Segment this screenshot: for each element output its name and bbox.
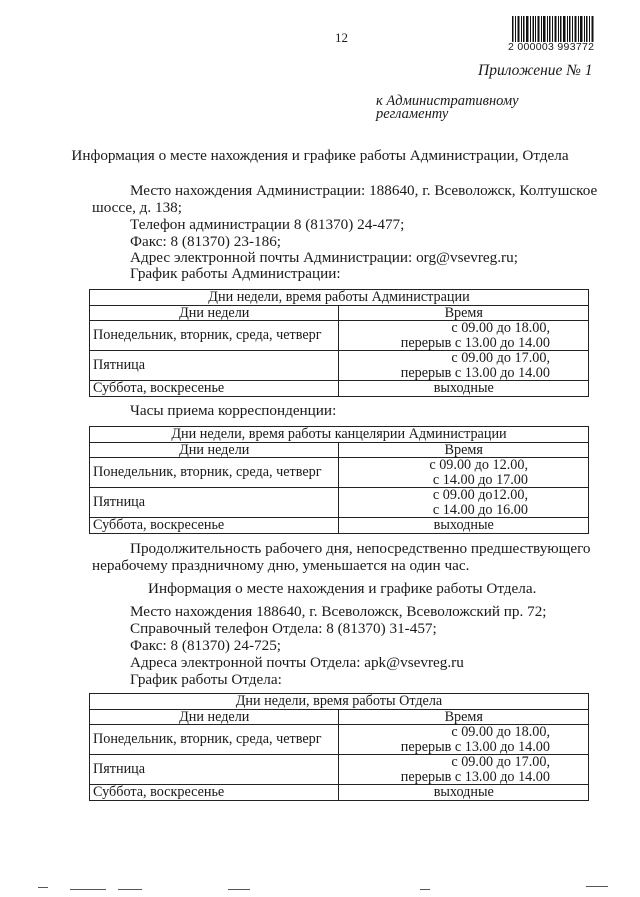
scan-mark (586, 886, 608, 887)
row-time: выходные (339, 785, 589, 801)
row-time-line-2: с 14.00 до 17.00 (432, 471, 528, 488)
row-time-line-1: с 09.00 до 18.00, (451, 320, 550, 336)
admin-fax: Факс: 8 (81370) 23-186; (130, 233, 282, 250)
admin-schedule-table (89, 289, 589, 397)
dept-address: Место нахождения 188640, г. Всеволожск, Всеволожский пр. 72; (130, 603, 547, 620)
row-days: Пятница (90, 351, 339, 381)
table-caption: Дни недели, время работы Администрации (90, 290, 589, 306)
dept-fax: Факс: 8 (81370) 24-725; (130, 637, 282, 654)
table-row (90, 488, 589, 518)
page-number: 12 (335, 30, 348, 45)
table-caption-row (90, 694, 589, 710)
scan-mark (420, 889, 430, 890)
dept-phone: Справочный телефон Отдела: 8 (81370) 31-457; (130, 620, 437, 637)
table-header-row (90, 442, 589, 458)
row-days: Суббота, воскресенье (90, 381, 339, 397)
row-time (339, 755, 589, 785)
admin-schedule-label: График работы Администрации: (130, 265, 341, 282)
row-days: Суббота, воскресенье (90, 785, 339, 801)
row-time-line-1: с 09.00 до 17.00, (451, 350, 550, 366)
note-line-2: нерабочему праздничному дню, уменьшается на один час. (92, 557, 470, 574)
appendix-title: Приложение № 1 (478, 62, 593, 79)
table-row (90, 785, 589, 801)
table-row (90, 755, 589, 785)
row-time: выходные (339, 381, 589, 397)
table-row (90, 725, 589, 755)
row-days: Понедельник, вторник, среда, четверг (90, 458, 339, 488)
table-row (90, 518, 589, 534)
appendix-line-1: к Административному (376, 93, 519, 109)
row-time-line-2: перерыв с 13.00 до 14.00 (400, 334, 550, 351)
row-time (339, 725, 589, 755)
row-time-line-1: с 09.00 до 12.00, (429, 457, 528, 473)
table-header-row (90, 709, 589, 725)
barcode-number: 2 000003 993772 (508, 41, 595, 53)
table-caption: Дни недели, время работы канцелярии Администрации (90, 427, 589, 443)
table-row (90, 381, 589, 397)
row-time-line-2: перерыв с 13.00 до 14.00 (400, 738, 550, 755)
admin-email: Адрес электронной почты Администрации: org@vsevreg.ru; (130, 249, 518, 266)
scan-mark (70, 889, 106, 890)
dept-schedule-table (89, 693, 589, 801)
row-time: выходные (339, 518, 589, 534)
table-caption-row (90, 427, 589, 443)
row-time-line-2: перерыв с 13.00 до 14.00 (400, 768, 550, 785)
table-row (90, 351, 589, 381)
col-header-days: Дни недели (90, 442, 339, 458)
correspondence-label: Часы приема корреспонденции: (130, 402, 337, 419)
col-header-time: Время (339, 305, 589, 321)
section1-heading: Информация о месте нахождения и графике работы Администрации, Отдела (71, 147, 569, 164)
office-schedule-table (89, 426, 589, 534)
section2-heading: Информация о месте нахождения и графике работы Отдела. (148, 580, 537, 597)
admin-address-line-1: Место нахождения Администрации: 188640, г. Всеволожск, Колтушское (130, 182, 598, 199)
scan-mark (118, 889, 142, 890)
dept-schedule-label: График работы Отдела: (130, 671, 282, 688)
row-time-line-1: с 09.00 до12.00, (432, 487, 528, 503)
row-days: Пятница (90, 488, 339, 518)
row-time (339, 488, 589, 518)
row-days: Понедельник, вторник, среда, четверг (90, 725, 339, 755)
col-header-days: Дни недели (90, 709, 339, 725)
admin-phone: Телефон администрации 8 (81370) 24-477; (130, 216, 405, 233)
appendix-line-2: регламенту (376, 106, 449, 122)
col-header-days: Дни недели (90, 305, 339, 321)
table-caption: Дни недели, время работы Отдела (90, 694, 589, 710)
row-days: Пятница (90, 755, 339, 785)
row-time-line-1: с 09.00 до 18.00, (451, 724, 550, 740)
row-time (339, 351, 589, 381)
table-row (90, 458, 589, 488)
barcode-icon (512, 16, 594, 42)
col-header-time: Время (339, 442, 589, 458)
admin-address-line-2: шоссе, д. 138; (92, 199, 182, 216)
row-days: Суббота, воскресенье (90, 518, 339, 534)
row-time-line-2: перерыв с 13.00 до 14.00 (400, 364, 550, 381)
row-time-line-1: с 09.00 до 17.00, (451, 754, 550, 770)
table-caption-row (90, 290, 589, 306)
table-row (90, 321, 589, 351)
dept-email: Адреса электронной почты Отдела: apk@vsevreg.ru (130, 654, 464, 671)
table-header-row (90, 305, 589, 321)
row-time (339, 321, 589, 351)
scan-mark (228, 889, 250, 890)
row-time-line-2: с 14.00 до 16.00 (432, 501, 528, 518)
scan-mark (38, 887, 48, 888)
row-days: Понедельник, вторник, среда, четверг (90, 321, 339, 351)
col-header-time: Время (339, 709, 589, 725)
row-time (339, 458, 589, 488)
note-line-1: Продолжительность рабочего дня, непосредственно предшествующего (130, 540, 591, 557)
